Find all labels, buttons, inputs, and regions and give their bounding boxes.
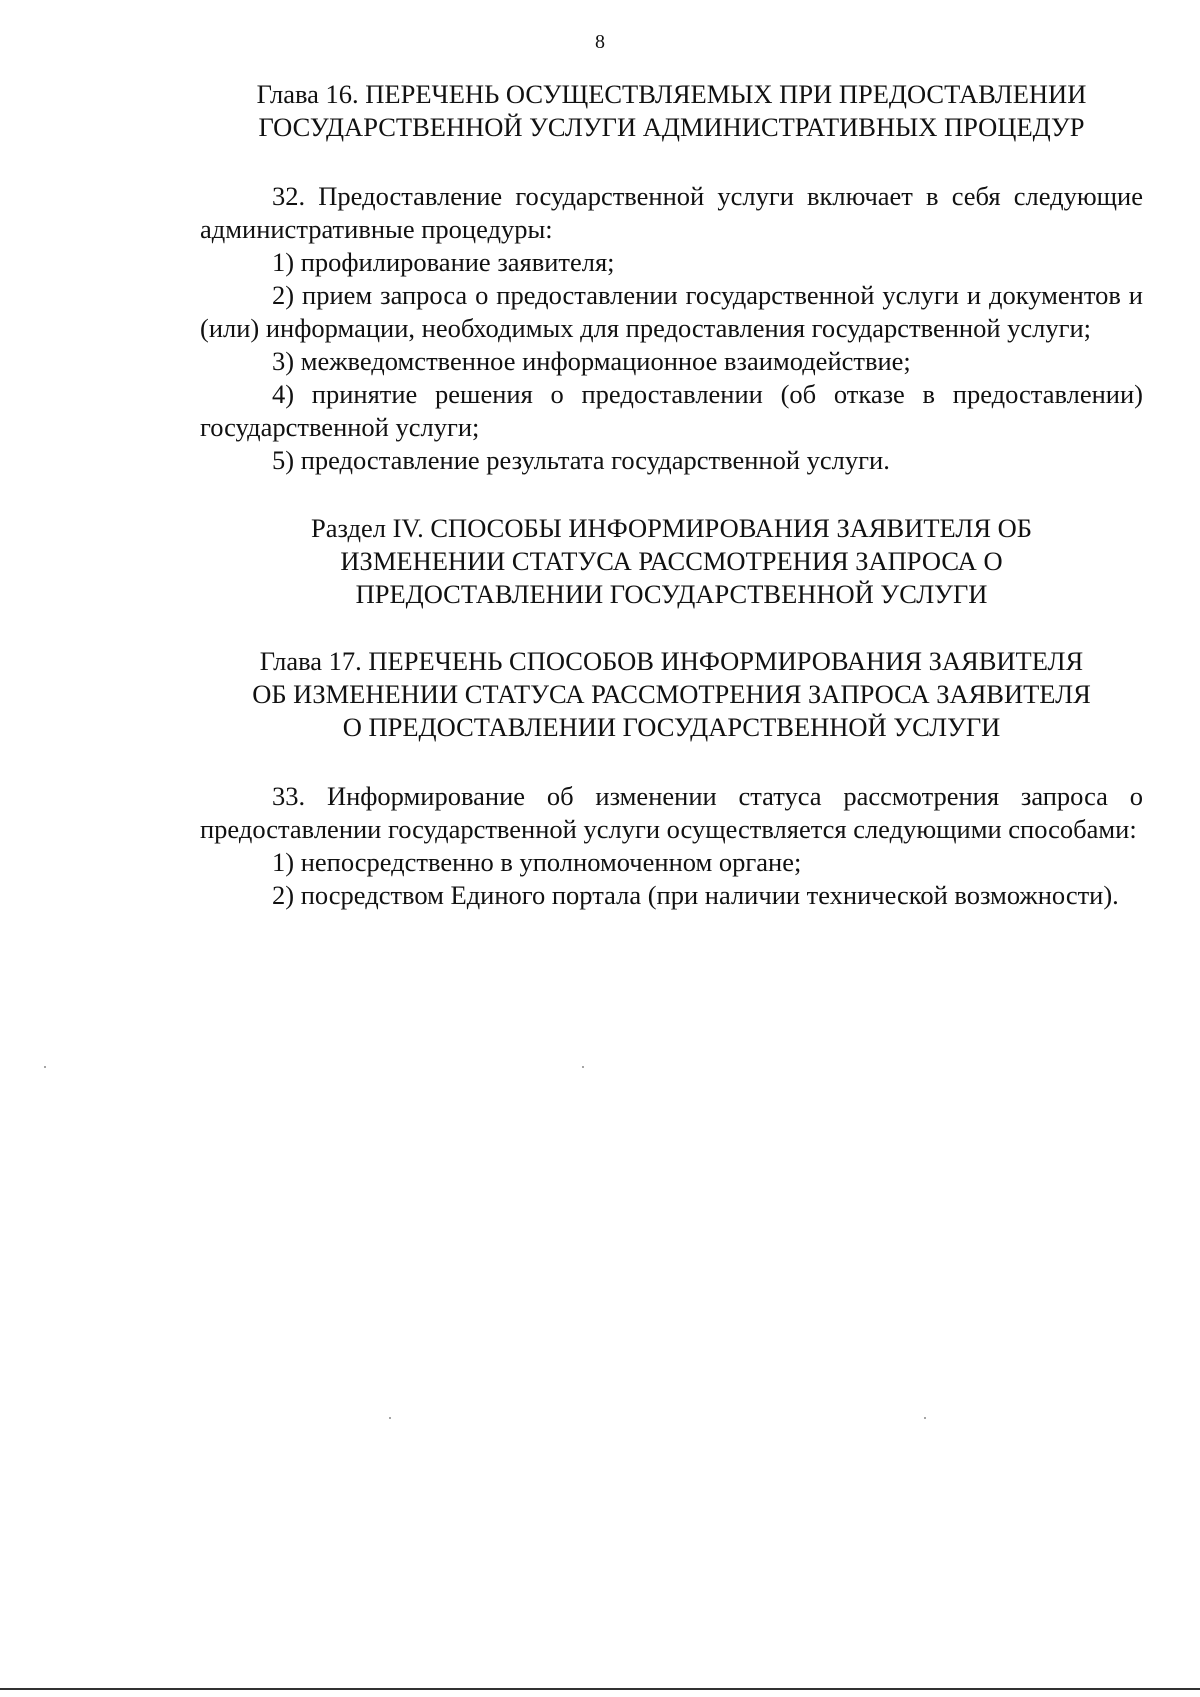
clause-32-item-1: 1) профилирование заявителя;: [272, 247, 615, 277]
clause-32-item-3: 3) межведомственное информационное взаимодействие;: [272, 346, 911, 376]
chapter-16-heading-line-1: Глава 16. ПЕРЕЧЕНЬ ОСУЩЕСТВЛЯЕМЫХ ПРИ ПРЕДОСТАВЛЕНИИ: [256, 79, 1087, 109]
chapter-17-heading-line-3: О ПРЕДОСТАВЛЕНИИ ГОСУДАРСТВЕННОЙ УСЛУГИ: [342, 712, 1001, 742]
document-body: [200, 78, 1143, 912]
chapter-16-heading-line-2: ГОСУДАРСТВЕННОЙ УСЛУГИ АДМИНИСТРАТИВНЫХ ПРОЦЕДУР: [258, 112, 1085, 142]
scan-edge-line: [0, 1688, 1200, 1690]
section-4-heading-line-2: ИЗМЕНЕНИИ СТАТУСА РАССМОТРЕНИЯ ЗАПРОСА О: [340, 546, 1003, 576]
chapter-17-heading: [200, 645, 1143, 744]
chapter-16-heading: [200, 78, 1143, 144]
scan-speck: [44, 1066, 46, 1068]
clause-32-item-2: 2) прием запроса о предоставлении государственной услуги и документов и (или) информации, необходимых для предоставления государственной услуги;: [200, 280, 1143, 343]
clause-32-item-5: 5) предоставление результата государственной услуги.: [272, 445, 890, 475]
section-4-heading-line-3: ПРЕДОСТАВЛЕНИИ ГОСУДАРСТВЕННОЙ УСЛУГИ: [355, 579, 988, 609]
clause-33-item-1: 1) непосредственно в уполномоченном органе;: [272, 847, 802, 877]
clause-32-item-4: 4) принятие решения о предоставлении (об отказе в предоставлении) государственной услуги;: [200, 379, 1143, 442]
clause-33-intro: 33. Информирование об изменении статуса рассмотрения запроса о предоставлении государственной услуги осуществляется следующими способами:: [200, 781, 1143, 844]
chapter-17-heading-line-2: ОБ ИЗМЕНЕНИИ СТАТУСА РАССМОТРЕНИЯ ЗАПРОСА ЗАЯВИТЕЛЯ: [252, 679, 1091, 709]
page-number: 8: [595, 31, 605, 53]
scan-speck: [582, 1066, 584, 1068]
section-4-heading-line-1: Раздел IV. СПОСОБЫ ИНФОРМИРОВАНИЯ ЗАЯВИТЕЛЯ ОБ: [311, 513, 1032, 543]
chapter-17-heading-line-1: Глава 17. ПЕРЕЧЕНЬ СПОСОБОВ ИНФОРМИРОВАНИЯ ЗАЯВИТЕЛЯ: [259, 646, 1084, 676]
section-4-heading: [200, 512, 1143, 611]
clause-33-item-2: 2) посредством Единого портала (при наличии технической возможности).: [272, 880, 1119, 910]
scan-speck: [924, 1417, 926, 1419]
clause-32-intro: 32. Предоставление государственной услуги включает в себя следующие административные процедуры:: [200, 181, 1143, 244]
scan-speck: [389, 1417, 391, 1419]
